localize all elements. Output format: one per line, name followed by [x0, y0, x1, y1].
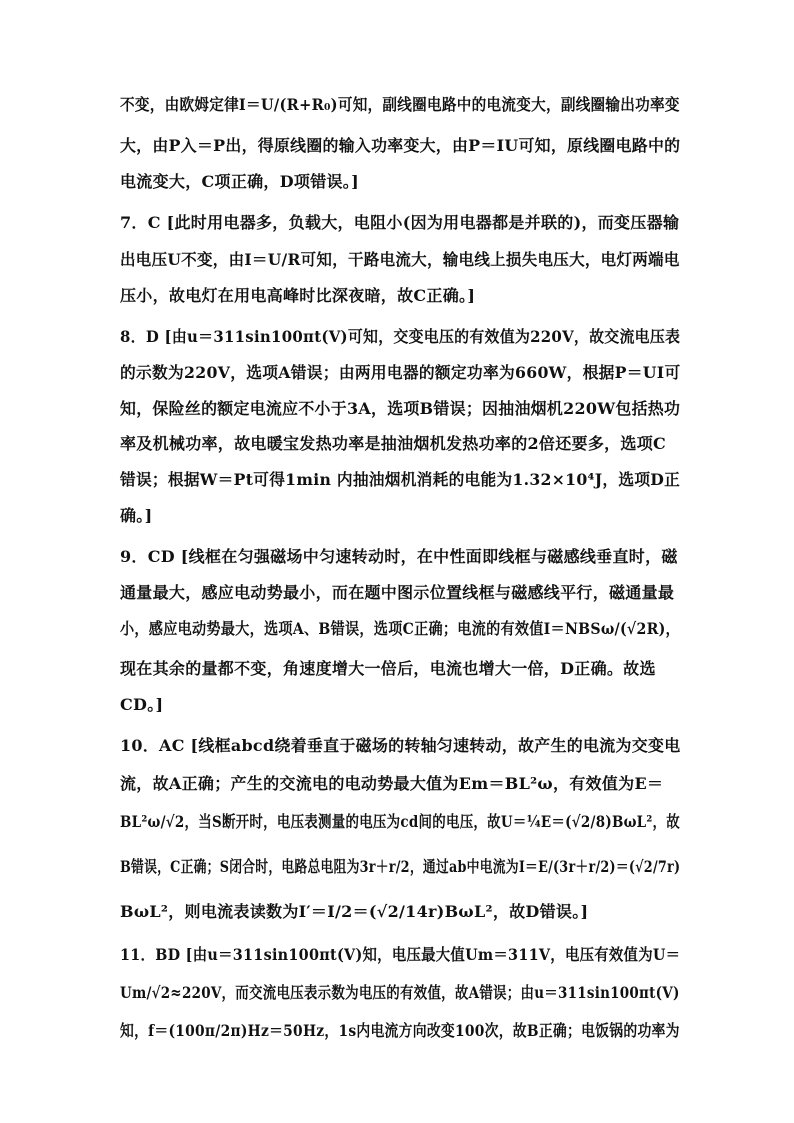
answer-10-line-4: B错误，C正确；S闭合时，电路总电阻为3r＋r/2，通过ab中电流为I＝E/(3r＋r/2)＝(√2/7r): [120, 857, 681, 876]
answer-7-line-1: 7．C [此时用电器多，负载大，电阻小(因为用电器都是并联的)，而变压器输: [120, 213, 680, 232]
answer-9-line-2: 通量最大，感应电动势最小，而在题中图示位置线框与磁感线平行，磁通量最: [120, 583, 675, 602]
answer-11-line-3: 知，f＝(100π/2π)Hz＝50Hz，1s内电流方向改变100次，故B正确；电饭锅的功率为: [120, 1021, 680, 1040]
answer-10-line-1: 10．AC [线框abcd绕着垂直于磁场的转轴匀速转动，故产生的电流为交变电: [120, 736, 681, 755]
answer-10-line-2: 流，故A正确；产生的交流电的电动势最大值为Em＝BL²ω，有效值为E＝: [120, 774, 664, 793]
answer-9-line-3: 小，感应电动势最大，选项A、B错误，选项C正确；电流的有效值I＝NBSω/(√2R)，: [120, 619, 680, 638]
answer-8-line-5: 错误；根据W＝Pt可得1min 内抽油烟机消耗的电能为1.32×10⁴J，选项D正: [120, 470, 681, 489]
answer-10-line-5: BωL²，则电流表读数为I′＝I/2＝(√2/14r)BωL²，故D错误。]: [120, 902, 589, 921]
answer-8-line-2: 的示数为220V，选项A错误；由两用电器的额定功率为660W，根据P＝UI可: [120, 363, 681, 382]
answer-9-line-1: 9．CD [线框在匀强磁场中匀速转动时，在中性面即线框与磁感线垂直时，磁: [120, 547, 678, 566]
answer-9-line-4: 现在其余的量都不变，角速度增大一倍后，电流也增大一倍，D正确。故选: [120, 659, 656, 678]
answer-9-line-5: CD。]: [120, 695, 164, 714]
answer-11-line-1: 11．BD [由u＝311sin100πt(V)知，电压最大值Um＝311V，电压有效值为U＝: [120, 945, 681, 964]
answer-8-line-6: 确。]: [120, 506, 153, 525]
paragraph-prev-line-3: 电流变大，C项正确，D项错误。]: [120, 172, 359, 191]
answer-8-line-3: 知，保险丝的额定电流应不小于3A，选项B错误；因抽油烟机220W包括热功: [120, 399, 681, 418]
answer-7-line-3: 压小，故电灯在用电高峰时比深夜暗，故C正确。]: [120, 286, 476, 305]
paragraph-prev-line-2: 大，由P入＝P出，得原线圈的输入功率变大，由P＝IU可知，原线圈电路中的: [120, 136, 681, 155]
answer-11-line-2: Um/√2≈220V，而交流电压表示数为电压的有效值，故A错误；由u＝311sin100πt(V): [120, 983, 680, 1002]
answer-10-line-3: BL²ω/√2，当S断开时，电压表测量的电压为cd间的电压，故U＝¼E＝(√2/8)BωL²，故: [120, 812, 681, 831]
answer-8-line-1: 8．D [由u＝311sin100πt(V)可知，交变电压的有效值为220V，故交流电压表: [120, 327, 681, 346]
answer-7-line-2: 出电压U不变，由I＝U/R可知，干路电流大，输电线上损失电压大，电灯两端电: [120, 250, 680, 269]
answer-8-line-4: 率及机械功率，故电暖宝发热功率是抽油烟机发热功率的2倍还要多，选项C: [120, 434, 667, 453]
paragraph-prev-line-1: 不变，由欧姆定律I＝U/(R+R₀)可知，副线圈电路中的电流变大，副线圈输出功率变: [120, 95, 680, 114]
